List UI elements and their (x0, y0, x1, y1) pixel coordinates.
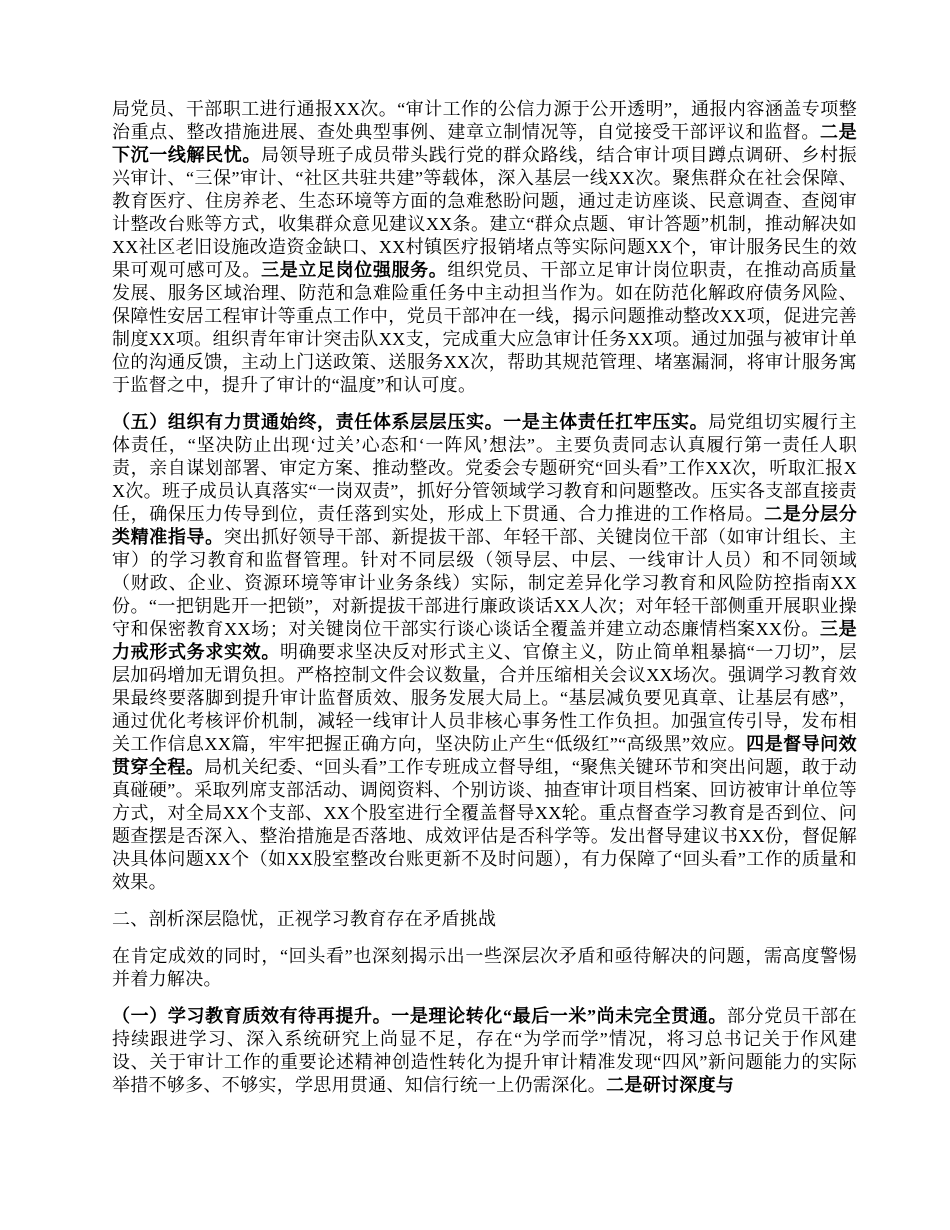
emphasis-text: 三是力戒形式务求实效。 (112, 619, 857, 662)
document-body (112, 98, 857, 1097)
body-text: 组织党员、干部立足审计岗位职责，在推动高质量发展、服务区域治理、防范和急难险重任务中主动担当作为。如在防范化解政府债务风险、保障性安居工程审计等重点工作中，党员干部冲在一线，揭示问题推动整改XX项，促进完善制度XX项。组织青年审计突击队XX支，完成重大应急审计任务XX项。通过加强与被审计单位的沟通反馈，主动上门送政策、送服务XX次，帮助其规范管理、堵塞漏洞，将审计服务寓于监督之中，提升了审计的“温度”和认可度。 (112, 260, 857, 395)
emphasis-text: 二是研讨深度与 (606, 1075, 735, 1095)
para-section-2-intro (112, 945, 857, 991)
emphasis-text: 一是主体责任扛牢压实。 (503, 412, 709, 432)
emphasis-text: 二是分层分类精准指导。 (112, 504, 858, 547)
body-text: 明确要求坚决反对形式主义、官僚主义，防止简单粗暴搞“一刀切”，层层加码增加无谓负担。严格控制文件会议数量，合并压缩相关会议XX场次。强调学习教育效果最终要落脚到提升审计监督质效、服务发展大局上。“基层减负要见真章、让基层有感”，通过优化考核评价机制，减轻一线审计人员非核心事务性工作负担。加强宣传引导，发布相关工作信息XX篇，牢牢把握正确方向，坚决防止产生“低级红”“高级黑”效应。 (112, 642, 857, 754)
body-text: 部分党员干部在持续跟进学习、深入系统研究上尚显不足，存在“为学而学”情况，将习总书记关于作风建设、关于审计工作的重要论述精神创造性转化为提升审计精准发现“四风”新问题能力的实际举措不够多、不够实，学思用贯通、知信行统一上仍需深化。 (112, 1006, 858, 1095)
emphasis-text: 二是下沉一线解民忧。 (112, 122, 857, 165)
body-text: 局领导班子成员带头践行党的群众路线，结合审计项目蹲点调研、乡村振兴审计、“三保”审计、“社区共驻共建”等载体，深入基层一线XX次。聚焦群众在社会保障、教育医疗、住房养老、生态环境等方面的急难愁盼问题，通过走访座谈、民意调查、查阅审计整改台账等方式，收集群众意见建议XX条。建立“群众点题、审计答题”机制，推动解决如XX社区老旧设施改造资金缺口、XX村镇医疗报销堵点等实际问题XX个，审计服务民生的效果可观可感可及。 (112, 145, 857, 280)
heading-section-2 (112, 908, 857, 931)
body-text: 局党组切实履行主体责任，“坚决防止出现‘过关’心态和‘一阵风’想法”。主要负责同志认真履行第一责任人职责，亲自谋划部署、审定方案、推动整改。党委会专题研究“回头看”工作XX次，听取汇报XX次。班子成员认真落实“一岗双责”，抓好分管领域学习教育和问题整改。压实各支部直接责任，确保压力传导到位，责任落到实处，形成上下贯通、合力推进的工作格局。 (112, 412, 857, 524)
emphasis-text: （一）学习教育质效有待再提升。 (112, 1006, 392, 1026)
body-text: 突出抓好领导干部、新提拔干部、年轻干部、关键岗位干部（如审计组长、主审）的学习教育和监督管理。针对不同层级（领导层、中层、一线审计人员）和不同领域（财政、企业、资源环境等审计业务条线）实际，制定差异化学习教育和风险防控指南XX份。“一把钥匙开一把锁”，对新提拔干部进行廉政谈话XX人次；对年轻干部侧重开展职业操守和保密教育XX场；对关键岗位干部实行谈心谈话全覆盖并建立动态廉情档案XX份。 (112, 527, 857, 639)
body-text: 局党员、干部职工进行通报XX次。“审计工作的公信力源于公开透明”，通报内容涵盖专项整治重点、整改措施进展、查处典型事例、建章立制情况等，自觉接受干部评议和监督。 (112, 99, 857, 142)
body-text: 局机关纪委、“回头看”工作专班成立督导组，“聚焦关键环节和突出问题，敢于动真碰硬”。采取列席支部活动、调阅资料、个别访谈、抽查审计项目档案、回访被审计单位等方式，对全局XX个支部、XX个股室进行全覆盖督导XX轮。重点督查学习教育是否到位、问题查摆是否深入、整治措施是否落地、成效评估是否科学等。发出督导建议书XX份，督促解决具体问题XX个（如XX股室整改台账更新不及时问题），有力保障了“回头看”工作的质量和效果。 (112, 757, 857, 892)
body-text: 二、剖析深层隐忧，正视学习教育存在矛盾挑战 (112, 909, 497, 929)
para-section-5-responsibility (112, 411, 857, 894)
emphasis-text: 三是立足岗位强服务。 (261, 260, 448, 280)
para-subsection-1-learning-quality (112, 1005, 857, 1097)
emphasis-text: 一是理论转化“最后一米”尚未完全贯通。 (391, 1006, 727, 1026)
para-publicity-and-service (112, 98, 857, 397)
emphasis-text: （五）组织有力贯通始终，责任体系层层压实。 (112, 412, 504, 432)
body-text: 在肯定成效的同时，“回头看”也深刻揭示出一些深层次矛盾和亟待解决的问题，需高度警惕并着力解决。 (112, 946, 857, 989)
emphasis-text: 四是督导问效贯穿全程。 (112, 734, 857, 777)
